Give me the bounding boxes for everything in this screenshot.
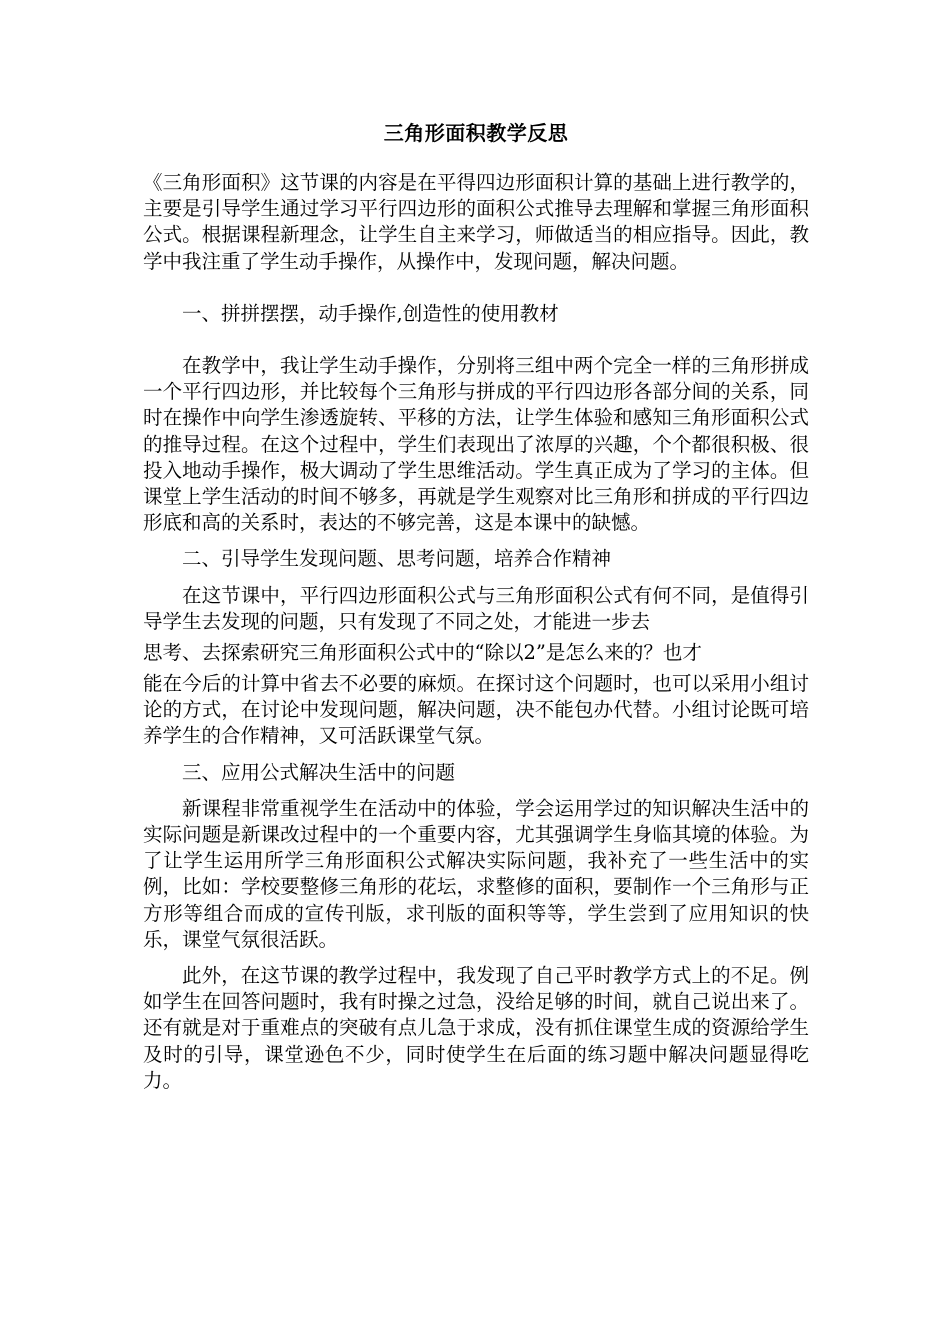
document-title: 三角形面积教学反思 [383,121,569,145]
section-2-paragraph-part-3: 能在今后的计算中省去不必要的麻烦。在探讨这个问题时，也可以采用小组讨论的方式，在讨论中发现问题，解决问题，决不能包办代替。小组讨论既可培养学生的合作精神，又可活跃课堂气氛。 [143,672,809,748]
section-1-heading: 一、拼拼摆摆，动手操作,创造性的使用教材 [182,301,559,325]
section-2-heading: 二、引导学生发现问题、思考问题，培养合作精神 [182,547,612,571]
closing-paragraph: 此外，在这节课的教学过程中，我发现了自己平时教学方式上的不足。例如学生在回答问题时，我有时操之过急，没给足够的时间，就自己说出来了。还有就是对于重难点的突破有点儿急于求成，没有抓住课堂生成的资源给学生及时的引导，课堂逊色不少，同时使学生在后面的练习题中解决问题显得吃力。 [143,964,809,1092]
document-body [143,118,809,1094]
intro-paragraph: 《三角形面积》这节课的内容是在平得四边形面积计算的基础上进行教学的，主要是引导学生通过学习平行四边形的面积公式推导去理解和掌握三角形面积公式。根据课程新理念，让学生自主来学习，师做适当的相应指导。因此，教学中我注重了学生动手操作，从操作中，发现问题，解决问题。 [143,171,809,273]
section-3-heading: 三、应用公式解决生活中的问题 [182,760,456,784]
section-2-paragraph-part-2: 思考、去探索研究三角形面积公式中的“除以2”是怎么来的？也才 [143,641,702,665]
section-1-paragraph: 在教学中，我让学生动手操作，分别将三组中两个完全一样的三角形拼成一个平行四边形，并比较每个三角形与拼成的平行四边形各部分间的关系，同时在操作中向学生渗透旋转、平移的方法，让学生体验和感知三角形面积公式的推导过程。在这个过程中，学生们表现出了浓厚的兴趣，个个都很积极、很投入地动手操作，极大调动了学生思维活动。学生真正成为了学习的主体。但课堂上学生活动的时间不够多，再就是学生观察对比三角形和拼成的平行四边形底和高的关系时，表达的不够完善，这是本课中的缺憾。 [143,354,809,535]
section-3-paragraph: 新课程非常重视学生在活动中的体验，学会运用学过的知识解决生活中的实际问题是新课改过程中的一个重要内容，尤其强调学生身临其境的体验。为了让学生运用所学三角形面积公式解决实际问题，我补充了一些生活中的实例，比如：学校要整修三角形的花坛，求整修的面积，要制作一个三角形与正方形等组合而成的宣传刊版，求刊版的面积等等，学生尝到了应用知识的快乐，课堂气氛很活跃。 [143,796,809,951]
section-2-paragraph-part-1: 在这节课中，平行四边形面积公式与三角形面积公式有何不同，是值得引导学生去发现的问题，只有发现了不同之处，才能进一步去 [143,583,809,633]
